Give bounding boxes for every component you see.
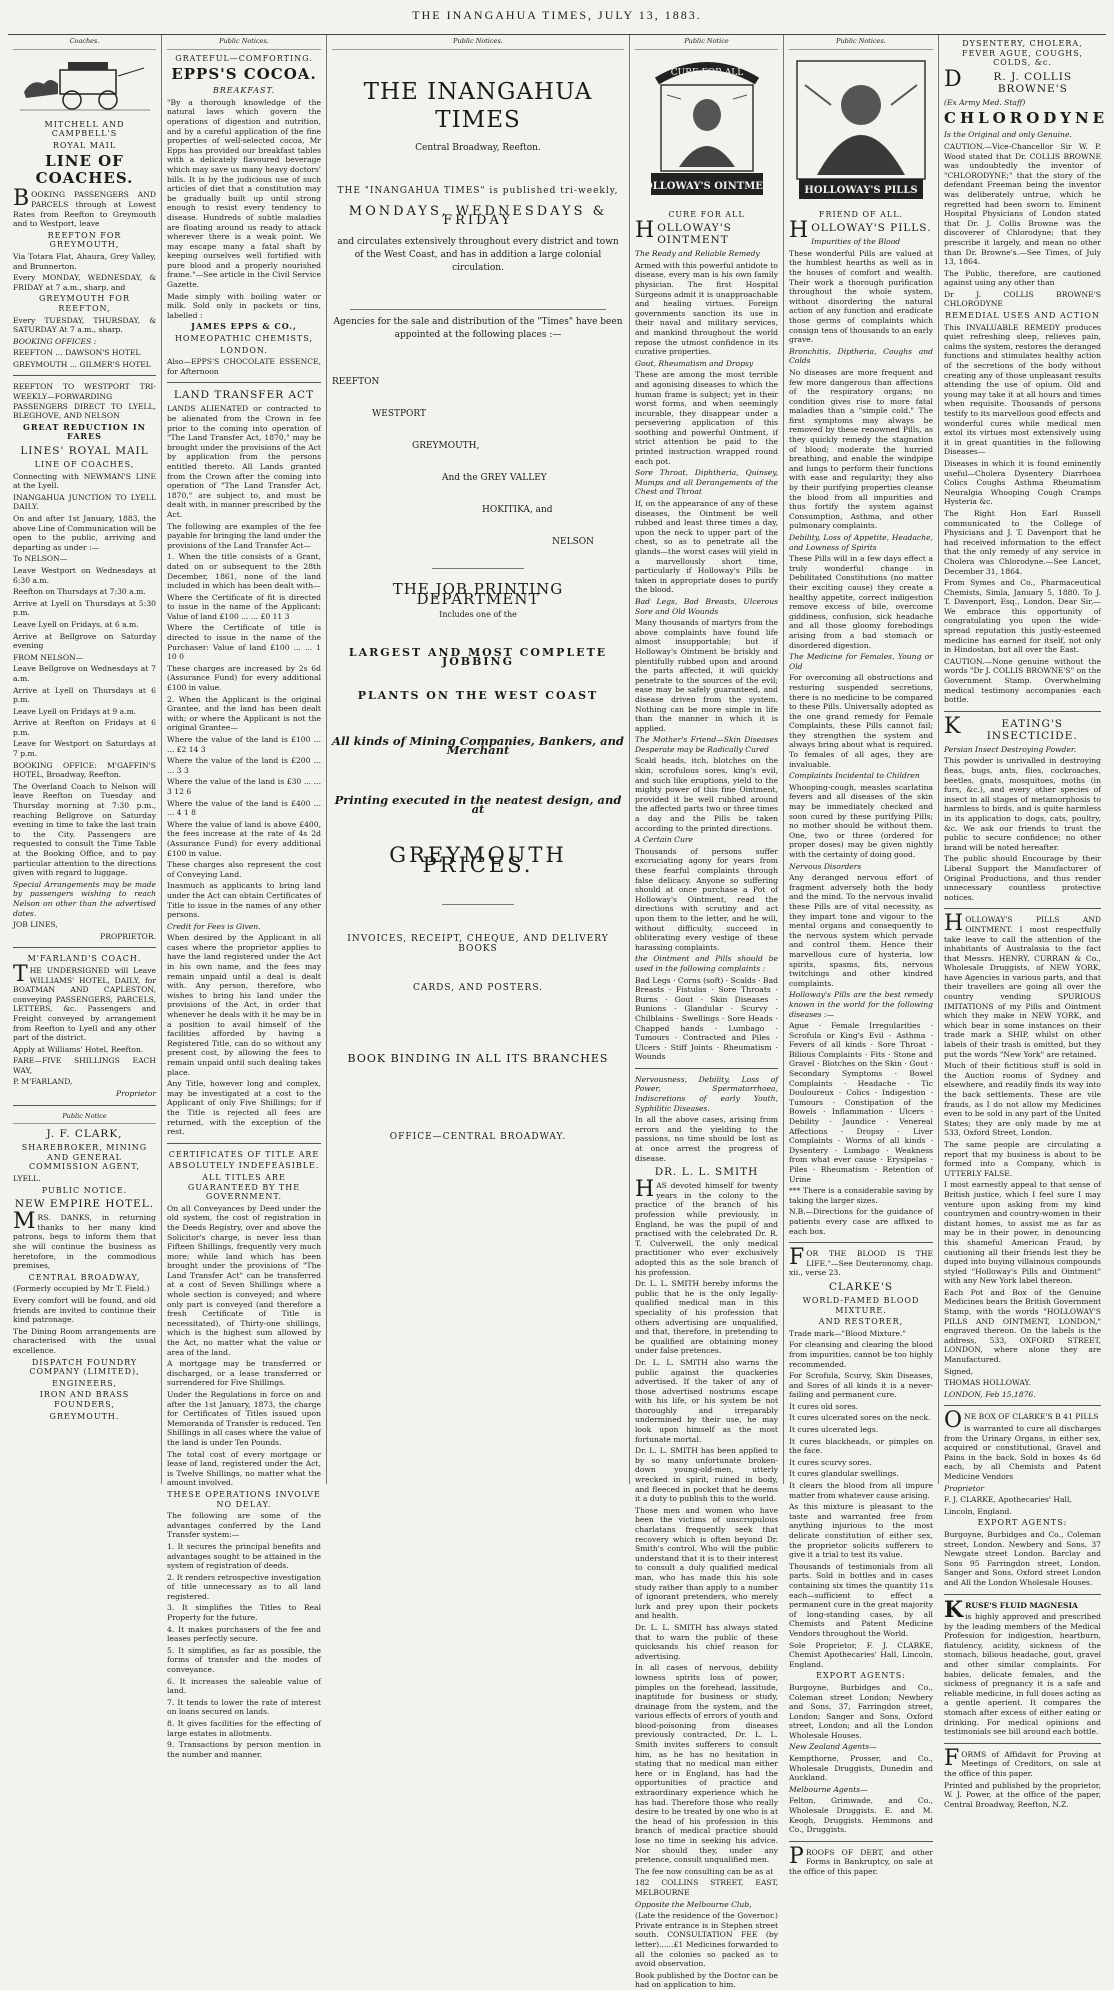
pills-title: HOLLOWAY'S PILLS.	[789, 218, 932, 244]
advantage-item: 8. It gives facilities for the effecting of large estates in allotments.	[167, 1719, 321, 1738]
lines-sub: LINE OF COACHES,	[34, 460, 135, 470]
ointment-title: HOLLOWAY'S OINTMENT	[635, 218, 732, 247]
line-of-coaches-heading: LINE OF COACHES.	[35, 152, 134, 188]
holloway-notice-5: Each Pot and Box of the Genuine Medicines bears the British Government Stamp, with the words "HOLLOWAY'S PILLS AND OINTMENT, LONDON," engraved thereon. On the labels is the address, 533, OXFORD STREET, LONDON, where alone they are Manufactured.	[944, 1287, 1101, 1365]
column-heading: Public Notice	[635, 37, 778, 50]
pm-name: P. M'FARLAND,	[13, 1077, 73, 1087]
mfarland-heading: M'FARLAND'S COACH.	[27, 954, 142, 964]
land-insurance: Inasmuch as applicants to bring land under the Act can obtain Certificates of Title to issue in the names of any other persons.	[167, 881, 321, 920]
advantages: The following are some of the advantages conferred by the Land Transfer system:—	[167, 1511, 321, 1540]
art-banner-text: CURE FOR ALL	[670, 67, 743, 78]
greymouth: GREYMOUTH.	[49, 1411, 120, 1421]
remedial-uses: REMEDIAL USES AND ACTION	[945, 311, 1100, 321]
paper-title: THE INANGAHUA TIMES	[363, 78, 593, 133]
use-heading: the Ointment and Pills should be used in the following complaints :	[635, 954, 778, 973]
no-delay: THESE OPERATIONS INVOLVE NO DELAY.	[167, 1489, 321, 1509]
bad-body: Many thousands of martyrs from the above complaints have found life almost insupportable; but if Holloway's Ointment be briskly and plentifully rubbed upon and around the parts affected, it will quickly penetrate to the sources of the evil; ease may be safely guaranteed, and disease driven from the system. Nothing can be more simple in life than the manner in which it is applied.	[635, 618, 778, 733]
ready-body: Armed with this powerful antidote to disease, every man is his own family physician. The first Hospital Surgeons admit it is unapproachable and healing virtues. Foreign governments sanction its use in their naval and military services, and mankind throughout the world repose the utmost confidence in its curative properties.	[635, 260, 778, 357]
cards-posters: CARDS, AND POSTERS.	[412, 983, 544, 994]
largest-jobbing: LARGEST AND MOST COMPLETE JOBBING	[348, 645, 608, 669]
coach-illustration	[13, 54, 156, 116]
timetable-row: Leave for Westport on Saturdays at 7 p.m.	[13, 739, 156, 759]
mother-body: Scald heads, itch, blotches on the skin, scrofulous sores, king's evil, and such like eruptions, yield to the mighty power of this fine Ointment, provided it be well rubbed around the affected parts two or three times a day and the Pills be taken according to the printed directions.	[635, 756, 778, 833]
epps-made: Made simply with boiling water or milk. Sold only in packets or tins, labelled :	[167, 291, 321, 320]
grateful: GRATEFUL—COMFORTING.	[175, 53, 313, 63]
booking-notice: BOOKING PASSENGERS AND PARCELS through at Lowest Rates from Reefton to Greymouth and to Westport, leave	[13, 186, 156, 229]
certain-body: Thousands of persons suffer excruciating agony for years from these fearful complaints through false delicacy. Anyone so suffering should at once purchase a Pot of Holloway's Ointment, read the directions with scrutiny and act upon them to the letter, and he will, without difficulty, succeed in obliterating every vestige of these harassing complaints.	[635, 846, 778, 952]
dr-paragraph: Those men and women who have been the victims of unscrupulous charlatans frequently seek that recovery which is often beyond Dr. Smith's control. Who will the public understand that it is to their interest to consult a duly qualified medical man, who has made this his sole study rather than apply to a number of ignorant pretenders, who merely lurk and prey upon their pockets and health.	[635, 1505, 778, 1621]
advantage-item: 6. It increases the saleable value of land.	[167, 1676, 321, 1696]
guaranteed: ALL TITLES ARE GUARANTEED BY THE GOVERNMENT.	[187, 1172, 301, 1202]
melb-agents: Melbourne Agents—	[789, 1784, 868, 1794]
scrofula: For Scrofula, Scurvy, Skin Diseases, and Sores of all kinds it is a never-failing and permanent cure.	[789, 1371, 933, 1400]
engineers: ENGINEERS,	[52, 1378, 117, 1388]
lines-connect: Connecting with NEWMAN'S LINE at the Lyell.	[13, 471, 156, 491]
forms: FORMS of Affidavit for Proving at Meetings of Creditors, on sale at the office of this paper.	[944, 1745, 1101, 1778]
royal-mail: ROYAL MAIL	[52, 140, 117, 150]
timetable-row: Arrive at Reefton on Fridays at 6 p.m.	[13, 718, 156, 737]
column-5	[784, 35, 939, 1876]
chemists-letter: From Symes and Co., Pharmaceutical Chemists, Simla, January 5, 1880. To J. T. Davenport, Esq., London. Dear Sir,—We embrace this opportunity of congratulating you upon the wide-spread reputation this justly-esteemed medicine has earned for itself, not only in Hindostan, but all over the East.	[944, 578, 1101, 655]
dining: The Dining Room arrangements are characterised with the usual excellence.	[13, 1326, 156, 1355]
mining-companies: All kinds of Mining Companies, Bankers, and Merchant	[332, 733, 624, 758]
special-notice: Special Arrangements may be made by passengers wishing to reach Nelson on other than the advertised dates.	[13, 879, 156, 918]
impurities-body: These wonderful Pills are valued at the humblest hearths as well as in the houses of comfort and wealth. Their work a thorough purification throughout the whole system, without disordering the natural action of any function and eradicate those germs of complaints which consign tens of thousands to an early grave.	[789, 248, 933, 345]
land-example: Where the value of the land is £30 ... ... 3 12 6	[167, 777, 321, 796]
nb: N.B.—Directions for the guidance of patients every case are affixed to each box.	[789, 1207, 933, 1236]
greymouth-prices: GREYMOUTH PRICES.	[389, 842, 567, 877]
public-notice: PUBLIC NOTICE.	[41, 1185, 128, 1195]
holloway-date: LONDON, Feb 15,1876.	[944, 1389, 1036, 1399]
lyell: LYELL.	[13, 1174, 41, 1184]
regulations: Under the Regulations in force on and after the 1st January, 1873, the charge for Certificates of Titles issued upon Memoranda of Transfer is reduced. Ten Shillings in all cases where the value of the land is under Ten Pounds.	[167, 1390, 321, 1447]
nervous-heading: Nervous Disorders	[789, 861, 862, 871]
nz-agents: New Zealand Agents—	[789, 1742, 877, 1752]
place-reefton: REEFTON	[332, 376, 380, 387]
invoices: INVOICES, RECEIPT, CHEQUE, AND DELIVERY BOOKS	[347, 934, 609, 954]
column-heading: Public Notices.	[332, 37, 624, 50]
cure-item: It cures glandular swellings.	[789, 1469, 899, 1479]
sole-proprietor: Sole Proprietor, F. J. CLARKE, Chemist Apothecaries' Hall, Lincoln, England.	[789, 1640, 933, 1669]
holloway-notice-3: The same people are circulating a report that my business is about to be formed into a Company, which is UTTERLY FALSE.	[944, 1139, 1101, 1178]
disease-list: Ague · Female Irregularities · Scrofula or King's Evil · Asthma · Fevers of all kinds · Sore Throat · Bilious Complaints · Fits · Stone and Gravel · Blotches on the Skin · Gout · Secondary Symptoms · Bowel Complaints · Headache · Tic Douloureux · Colics · Indigestion · Tumours · Constipation of the Bowels · Inflammation · Ulcers · Debility · Jaundice · Venereal Affections · Dropsy · Liver Complaints · Worms of all kinds · Dysentery · Lumbago · Weakness from what ever cause · Erysipelas · Piles · Rheumatism · Retention of Urine	[789, 1021, 933, 1184]
booking-offices-label: BOOKING OFFICES :	[13, 336, 97, 346]
occupied: (Formerly occupied by Mr T. Field.)	[13, 1284, 150, 1294]
cure-item: It cures old sores.	[789, 1401, 859, 1411]
credit-heading: Credit for Fees is Given.	[167, 921, 261, 931]
column-3	[327, 35, 630, 1484]
land-example: 2. When the Applicant is the original Grantee, and the land has been dealt with; or where the Applicant is not the original Grantee—	[167, 694, 321, 733]
place-greymouth: GREYMOUTH,	[412, 440, 480, 451]
restorer: AND RESTORER,	[818, 1317, 904, 1327]
agents-body: Burgoyne, Burbidges and Co., Coleman street, London. Newbery and Sons, 37 Newgate street London. Barclay and Sons 95 Farringdon street, London. Sanger and Sons, Oxford street London and All the London Wholesale Houses.	[944, 1529, 1101, 1587]
advantage-item: 4. It makes purchasers of the fee and leases perfectly secure.	[167, 1624, 321, 1644]
one-box: ONE BOX OF CLARKE'S B 41 PILLS	[944, 1408, 1099, 1434]
land-example: Where the value of the land is £200 ... ... 3 3	[167, 756, 321, 775]
land-following: The following are examples of the fee payable for bringing the land under the provisions of the Land Transfer Act—	[167, 521, 321, 550]
homeopathic: HOMEOPATHIC CHEMISTS,	[174, 334, 314, 344]
gout-body: These are among the most terrible and agonising diseases to which the human frame is subject; yet in their worst forms, and when seemingly incurable, they disappear under a persevering application of this soothing and powerful Ointment, if strict attention be paid to the printed instruction wrapped round each pot.	[635, 370, 778, 466]
dr-smith: DR. L. L. SMITH	[654, 1166, 759, 1179]
sharebroker: SHAREBROKER, MINING AND GENERAL COMMISSION AGENT,	[21, 1143, 148, 1172]
agency-places	[332, 376, 624, 548]
timetable-row: Leave Westport on Wednesdays at 6:30 a.m.	[13, 565, 156, 585]
ready-heading: The Ready and Reliable Remedy	[635, 249, 760, 259]
dr-paragraph: Dr. L. L. SMITH has always stated that to warn the public of these quicksands his chief reason for advertising.	[635, 1622, 778, 1661]
fare-notice: FARE—FIVE SHILLINGS EACH WAY,	[13, 1056, 156, 1075]
thomas-holloway: THOMAS HOLLOWAY.	[944, 1378, 1031, 1388]
timetable-row: Leave Lyell on Fridays at 9 a.m.	[13, 706, 137, 716]
coach-company: MITCHELL AND CAMPBELL'S	[44, 119, 125, 139]
booking-office-2: GREYMOUTH ... GILMER'S HOTEL	[13, 359, 151, 369]
dispatch-foundry: DISPATCH FOUNDRY COMPANY (LIMITED),	[29, 1357, 140, 1377]
column-heading: Coaches.	[13, 37, 156, 50]
published-line: THE "INANGAHUA TIMES" is published tri-weekly,	[337, 186, 619, 197]
children-body: Whooping-cough, measles scarlatina fevers and all diseases of the skin may be immediately checked and soon cured by these purifying Pills; no mother should be without them. One, two or three (ordered for proper doses) may be given nightly with the certainty of doing good.	[789, 782, 933, 859]
blood-life: FOR THE BLOOD IS THE LIFE."—See Deuteronomy, chap. xii., verse 23.	[789, 1245, 933, 1278]
printed-by: Printed and published by the proprietor, W. J. Power, at the office of the paper, Central Broadway, Reefton, N.Z.	[944, 1780, 1101, 1809]
epps-cocoa: EPPS'S COCOA.	[171, 65, 317, 84]
publication-days: MONDAYS, WEDNESDAYS & FRIDAY	[348, 203, 608, 229]
holloway-notice-4: I most earnestly appeal to that sense of British justice, which I feel sure I may venture upon asking from my kind countrymen and country-women in their distant homes, to assist me as far as may be in their power, in denouncing this shameful American Fraud, by cautioning all their friends lest they be duped into buying villainous compounds styled "Holloway's Pills and Ointment" with any New York label thereon.	[944, 1180, 1101, 1286]
advantage-item: 1. It secures the principal benefits and advantages sought to be attained in the system of registration of deeds.	[167, 1541, 321, 1571]
encourage: The public should Encourage by their Liberal Support the Manufacturer of Original Productions, and thus render unnecessary countless protective notices.	[944, 854, 1101, 902]
export-agents: EXPORT AGENTS:	[816, 1671, 906, 1681]
timetable-row: Leave Lyell on Fridays, at 6 a.m.	[13, 619, 139, 629]
sore-body: If, on the appearance of any of these diseases, the Ointment be well rubbed and least three times a day, upon the neck to upper part of the chest, so as to penetrate all the glands—the worst cases will yield in a marvellously short time, particularly if Holloway's Pills be taken in appropriate doses to purify the blood.	[635, 499, 778, 595]
dr-paragraph: Dr. L. L. SMITH hereby informs the public that he is the only legally-qualified medical man in this speciality of his profession that others advertising are unqualified, and that, therefore, in pretending to be qualified are obtaining money under false pretences.	[635, 1279, 778, 1356]
earl-russell: The Right Hon Earl Russell communicated to the College of Physicians and J. T. Davenport that he had received information to the effect that the only remedy of any service in Cholera was Chlorodyne.—See Lancet, December 31, 1864.	[944, 508, 1101, 576]
junction: INANGAHUA JUNCTION TO LYELL DAILY.	[13, 492, 156, 512]
column-2	[162, 35, 327, 1759]
dr-opposite: Opposite the Melbourne Club,	[635, 1899, 752, 1909]
jf-clark: J. F. CLARK,	[46, 1128, 123, 1141]
export-body: Burgoyne, Burbidges and Co., Coleman street London; Newbery and Sons, 37, Farringdon street, London; Sanger and Sons, Oxford street, London; and all the London Wholesale Houses.	[789, 1682, 933, 1740]
job-lines: JOB LINES,	[13, 920, 58, 930]
children-heading: Complaints Incidental to Children	[789, 771, 920, 781]
complaint-list: Bad Legs · Corns (soft) · Scalds · Bad Breasts · Fistulas · Sore Throats · Burns · Gout · Skin Diseases · Bunions · Glandular · Scurvy · Chilblains · Swellings · Sore Heads · Chapped hands · Lumbago · Tumours · Contracted and Piles · Ulcers · Stiff Joints · Rheumatism · Wounds	[635, 975, 779, 1062]
cure-item: It cures blackheads, or pimples on the face.	[789, 1436, 933, 1456]
central-broadway: CENTRAL BROADWAY,	[28, 1272, 141, 1282]
undersigned-notice: THE UNDERSIGNED will Leave WILLIAMS' HOTEL, DAILY, for BOATMAN AND CAPLESTON, conveying PASSENGERS, PARCELS, LETTERS, &c. Passengers and Freight conveyed by arrangement from Reefton to Lyell and any other part of the district.	[13, 961, 156, 1043]
indefeasible: ABSOLUTELY INDEFEASIBLE.	[168, 1161, 320, 1171]
nz-body: Kempthorne, Prosser, and Co., Wholesale Druggists, Dunedin and Auckland.	[789, 1754, 933, 1783]
advantage-item: 7. It tends to lower the rate of interest on loans secured on lands.	[167, 1697, 321, 1717]
advantage-item: 2. It renders retrospective investigation of title unnecessary as to all land registered.	[167, 1572, 321, 1601]
public-notice-heading: Public Notice	[13, 1112, 156, 1125]
land-example: These charges are increased by 2s 6d (Assurance Fund) for every additional £100 in value.	[167, 663, 321, 693]
job-printing: THE JOB PRINTING DEPARTMENT	[392, 579, 564, 608]
credit-body: When desired by the Applicant in all cases where the proprietor applies to have the land registered under the Act in his own name, and the fees may remain unpaid until a deal is dealt with. Any person, therefore, who wishes to bring his land under the provisions of the Act, in order that whenever he deals with it he may be in a position to avail himself of the facilities afforded by having a Registered Title, can do so without any present cost, by allowing the fees to remain unpaid until such dealing takes place.	[167, 933, 321, 1077]
westport-notice: REEFTON TO WESTPORT TRI-WEEKLY—FORWARDING PASSENGERS DIRECT TO LYELL, BLEGHOVE, AND NELSON	[13, 382, 156, 421]
includes: Includes one of the	[439, 610, 517, 620]
any-title: Any Title, however long and complex, may be investigated at a cost to the Applicant of only Five Shillings; for if the Title is rejected all fees are returned, with the exception of the rest.	[167, 1079, 321, 1137]
pills-illustration	[789, 54, 933, 204]
caution2: CAUTION.—None genuine without the words "Dr J. COLLIS BROWNE'S" on the Government Stamp. Overwhelming medical testimony accompanies each bottle.	[944, 656, 1101, 705]
agencies: Agencies for the sale and distribution of the "Times" have been appointed at the following places :—	[333, 316, 623, 340]
masthead: THE INANGAHUA TIMES, JULY 13, 1883.	[412, 8, 702, 22]
lines-heading: LINES' ROYAL MAIL	[20, 445, 149, 458]
london: LONDON.	[220, 345, 268, 355]
column-1	[8, 35, 162, 1484]
bad-heading: Bad Legs, Bad Breasts, Ulcerous Sore and Old Wounds	[635, 596, 778, 616]
column-6	[939, 35, 1109, 1809]
art-brand-text: HOLLOWAY'S OINTMENT	[634, 180, 779, 192]
bronchitis-body: No diseases are more frequent and few more dangerous than affections of the respiratory organs; no condition gives rise to more fatal maladies than a "simple cold." The first symptoms may always be removed by these renowned Pills, as they quickly remedy the stagnation of blood; moderate the hurried breathing, and enable the windpipe and lungs to perform their functions with ease and regularity; they also by their purifying properties cleanse the blood from all impurities and thus fortify the system against Consumption, Asthma, and other pulmonary complaints.	[789, 367, 933, 531]
land-body: LANDS ALIENATED or contracted to be alienated from the Crown in fee prior to the coming into operation of "The Land Transfer Act, 1870," may be brought under the provisions of the Act by application from the persons entitled thereto. All Lands granted from the Crown after the coming into operation of "The Land Transfer Act, 1870," are subject to, and must be dealt with, in manner prescribed by the Act.	[167, 404, 321, 519]
lincoln: Lincoln, England.	[944, 1506, 1012, 1516]
persian-body: This powder is unrivalled in destroying fleas, bugs, ants, flies, cockroaches, beetles, gnats, mosquitoes, moths (in furs, &c.), and every other species of insect in all stages of metamorphosis to harmless to birds, and is quite harmless in its application to dogs, cats, poultry, &c. We ask our friends to trust the public to secure confidence; no other brand will be noted hereafter.	[944, 756, 1101, 852]
females-heading: The Medicine for Females, Young or Old	[789, 652, 933, 671]
dr-book: Book published by the Doctor can be had on application to him.	[635, 1970, 778, 1990]
proofs-of-debt: PROOFS OF DEBT, and other Forms in Bankruptcy, on sale at the office of this paper.	[789, 1843, 933, 1876]
cleansing: For cleansing and clearing the blood from impurities, cannot be too highly recommended.	[789, 1340, 933, 1369]
melb-body: Felton, Grimwade, and Co., Wholesale Druggists. E. and M. Keogh, Druggists. Hemmons and Co., Druggists.	[789, 1796, 933, 1835]
james-epps: JAMES EPPS & CO.,	[191, 321, 297, 332]
cure-item: It cures ulcerated sores on the neck.	[789, 1413, 931, 1423]
nervous-body: Any deranged nervous effort of fragment adversely both the body and the mind. To the nervous invalid these Pills are of vital necessity, as they impart tone and vigour to the mental organs and consequently to the nervous system which pervade and control them. Hence their marvellous cure of hysteria, low spirits, spasms, fits, nervous twitchings and other kindred complaints.	[789, 873, 933, 988]
reefton-greymouth: REEFTON FOR GREYMOUTH,	[47, 230, 122, 250]
drj: Dr J. COLLIS BROWNE'S CHLORODYNE	[944, 289, 1101, 309]
females-body: For overcoming all obstructions and restoring suspended secretions, there is no medicine to be compared to these Pills. Universally adopted as the one grand remedy for Female Complaints, these Pills cannot fail; they strengthen the system and always bring about what is required. To females of all ages, they are invaluable.	[789, 673, 933, 769]
dr-address: 182 COLLINS STREET, EAST, MELBOURNE	[635, 1878, 778, 1897]
land-example: Where the Certificate of title is directed to issue in the name of the Purchaser: Value of land £100 ... ... 1 10 0	[167, 623, 321, 662]
all-above: In all the above cases, arising from errors and the yielding to the passions, no time should be lost as at once arrest the progress of disease.	[635, 1115, 778, 1163]
circulation: and circulates extensively throughout every district and town of the West Coast, and has in addition a large colonial circulation.	[337, 236, 619, 273]
empire-hotel: NEW EMPIRE HOTEL.	[14, 1198, 155, 1211]
dr-paragraph: The fee now consulting can be as at	[635, 1866, 774, 1876]
book-binding: BOOK BINDING IN ALL ITS BRANCHES	[347, 1051, 609, 1065]
agents: EXPORT AGENTS:	[977, 1518, 1068, 1528]
one-box-body: is warranted to cure all discharges from the Urinary Organs, in either sex, acquired or constitutional, Gravel and Pains in the back. Sold in boxes 4s 6d each, by all Chemists and Patent Medicine Vendors	[944, 1424, 1101, 1481]
bronchitis-heading: Bronchitis, Diptheria, Coughs and Colds	[789, 346, 933, 366]
holloway-notice-2: Much of their fictitious stuff is sold in the Auction rooms of Sydney and elsewhere, and readily finds its way into the back settlements. These are vile frauds, as I do not allow my Medicines even to be sold in any part of the United States; they are only made by me at 533, Oxford Street, London.	[944, 1061, 1101, 1138]
place-hokitika: HOKITIKA, and	[482, 504, 553, 515]
timetable-row: Arrive at Lyell on Thursdays at 6 p.m.	[13, 685, 156, 705]
route-via: Via Totara Flat, Ahaura, Grey Valley, and Brunnerton.	[13, 251, 156, 271]
best-remedy: Holloway's Pills are the best remedy known in the world for the following diseases :—	[789, 990, 933, 1019]
timetable-notice: On and after 1st January, 1883, the above Line of Communication will be open to the public, arriving and departing as under :—	[13, 514, 156, 552]
plants-west-coast: PLANTS ON THE WEST COAST	[357, 688, 599, 702]
dr-paragraph: Dr. L. L. SMITH also warns the public against the quackeries advertised. If the taker of any of those advertised nostrums escape with his life, or his system be not thoroughly and irreparably undermined by their use, he may look upon himself as the most fortunate mortal.	[635, 1357, 778, 1444]
gout-heading: Gout, Rheumatism and Dropsy	[635, 358, 754, 368]
signed: Signed,	[944, 1366, 974, 1376]
total-cost: The total cost of every mortgage or lease of land, registered under the Act, is Twelve Shillings, no matter what the amount involved.	[167, 1449, 321, 1488]
land-example: Where the value of the land is £100 ... ... £2 14 3	[167, 735, 321, 754]
proprietor: PROPRIETOR.	[100, 931, 156, 941]
blood-mixture: WORLD-FAMED BLOOD MIXTURE.	[802, 1295, 920, 1315]
fj-clarke: F. J. CLARKE, Apothecaries' Hall,	[944, 1495, 1072, 1505]
comfort: Every comfort will be found, and old friends are invited to continue their kind patronage.	[13, 1295, 156, 1325]
reduction-heading: GREAT REDUCTION IN FARES	[23, 421, 146, 442]
cure-item: It cures ulcerated legs.	[789, 1425, 879, 1435]
dr-paragraph: Dr. L. L. SMITH has been applied to by so many unfortunate broken-down young-old-men, utterly wrecked in spirit, ruined in body, and fleeced in pocket that he deems it a duty to publish this to the world.	[635, 1446, 778, 1504]
iron-founders: IRON AND BRASS FOUNDERS,	[39, 1390, 130, 1409]
nervousness: Nervousness, Debility, Loss of Power, Spermatorrhoea, Indiscretions of early Youth, Syphilitic Diseases.	[635, 1074, 778, 1113]
booking-office-1: REEFTON ... DAWSON'S HOTEL	[13, 348, 141, 358]
timetable-row: Arrive at Lyell on Thursdays at 5:30 p.m.	[13, 598, 156, 618]
collis-browne: DR. J. COLLIS BROWNE'S	[944, 66, 1073, 95]
box-proprietor: Proprietor	[944, 1483, 984, 1493]
cure-for-all: CURE FOR ALL	[668, 209, 745, 219]
fluid-magnesia: KRUSE'S FLUID MAGNESIA	[944, 1596, 1078, 1623]
return-days: Every TUESDAY, THURSDAY, & SATURDAY At 7 a.m., sharp.	[13, 315, 156, 335]
pm-proprietor: Proprietor	[116, 1089, 156, 1099]
ex-army: (Ex Army Med. Staff)	[944, 97, 1026, 107]
greymouth-reefton: GREYMOUTH FOR REEFTON,	[38, 294, 130, 313]
keatings: KEATING'S INSECTICIDE.	[944, 713, 1078, 742]
art-brand-text: HOLLOWAY'S PILLS	[804, 184, 918, 196]
saving: *** There is a considerable saving by taking the larger sizes.	[789, 1186, 933, 1205]
office: OFFICE—CENTRAL BROADWAY.	[389, 1132, 567, 1143]
cure-item: It cures scurvy sores.	[789, 1457, 872, 1467]
sore-heading: Sore Throat, Diphtheria, Quinsey, Mumps and all Derangements of the Chest and Throat	[635, 468, 778, 497]
mother-heading: The Mother's Friend—Skin Diseases Desperate may be Radically Cured	[635, 735, 778, 754]
place-westport: WESTPORT	[372, 408, 427, 419]
advantage-item: 5. It simplifies, as far as possible, the forms of transfer and the modes of conveyance.	[167, 1645, 321, 1675]
certain-heading: A Certain Cure	[635, 835, 693, 845]
booking-office: BOOKING OFFICE: M'GAFFIN'S HOTEL, Broadway, Reefton.	[13, 760, 156, 780]
ointment-illustration	[635, 54, 778, 204]
paper-address: Central Broadway, Reefton.	[415, 142, 541, 153]
from-nelson-label: FROM NELSON—	[13, 652, 84, 662]
cure-item: It clears the blood from all impure matter from whatever cause arising.	[789, 1481, 933, 1500]
newspaper-page	[8, 34, 1109, 1990]
column-heading: Public Notices.	[789, 37, 933, 50]
land-example: These charges also represent the cost of Conveying Land.	[167, 860, 321, 879]
timetable-row: Reefton on Thursdays at 7:30 a.m.	[13, 587, 146, 597]
dr-paragraph: In all cases of nervous, debility lowness spirits loss of power, pimples on the forehead, lassitude, inaptitude for business or study, drainage from the system, and the various effects of errors of youth and blood-poisoning from diseases previously contracted, Dr. L. L. Smith invites sufferers to consult him, as he has no hesitation in stating that no medical man either here or in England, has had the opportunities of practice and extraordinary experience which he has had. Therefore those who really desire to be treated by one who is at the head of his profession in this branch of medical practice should lose no time in seeking his advice. Nor should they, under any pretence, consult unqualified men.	[635, 1663, 778, 1865]
impurities-heading: Impurities of the Blood	[811, 237, 901, 247]
diseases: Diseases in which it is found eminently useful—Cholera Dysentery Diarrhoea Colics Coughs Asthma Rheumatism Neuralgia Whooping Cough Cramps Hysteria &c.	[944, 458, 1101, 507]
debility-body: These Pills will in a few days effect a truly wonderful change in Debilitated Constitutions (no matter their exciting cause) they create a healthy appetite, correct indigestion remove excess of bile, overcome giddiness, confusion, sick headache and all those gloomy forebodings arising from a bad stomach or disordered digestion.	[789, 554, 933, 650]
dr-late: (Late the residence of the Governor.) Private entrance is in Stephen street south. CONSULTATION FEE (by letter)......£1 Medicines forwarded to all the colonies so packed as to avoid observation.	[635, 1911, 778, 1969]
remedial-body: This INVALUABLE REMEDY produces quiet refreshing sleep, relieves pain, calms the system, restores the deranged functions and stimulates healthy action of the secretions of the body without creating any of those unpleasant results attending the use of opium. Old and young may take it at all hours and times when requisite. Thousands of persons testify to its marvellous good effects and wonderful cures while medical men extol its virtues most extensively using it in great quantities in the following Diseases—	[944, 322, 1101, 457]
cure-item: As this mixture is pleasant to the taste and warranted free from anything injurious to the most delicate constitution of either sex, the proprietor solicits sufferers to give it a trial to test its value.	[789, 1502, 933, 1560]
friend-of-all: FRIEND OF ALL.	[818, 209, 904, 219]
dysentery: DYSENTERY, CHOLERA, FEVER AGUE, COUGHS, COLDS, &c.	[962, 39, 1083, 68]
dr-body: HAS devoted himself for twenty years in the colony to the practice of the branch of his profession while previously, in England, he was the pupil of and practised with the celebrated Dr. R. T. Culverwell, the only medical practitioner who ever exclusively adopted this as the sole branch of his profession.	[635, 1177, 778, 1277]
column-4	[630, 35, 784, 1990]
timetable-row: Arrive at Bellgrove on Saturday evening	[13, 631, 156, 651]
debility-heading: Debility, Loss of Appetite, Headache, and Lowness of Spirits	[789, 533, 933, 552]
clarkes: CLARKE'S	[828, 1280, 894, 1293]
place-nelson: NELSON	[552, 536, 594, 547]
place-grey-valley: And the GREY VALLEY	[442, 472, 547, 483]
land-example: Where the value of land is above £400, the fees increase at the rate of 4s 2d (Assurance Fund) for every additional £100 in value.	[167, 819, 321, 858]
danks-notice: MRS. DANKS, in returning thanks to her many kind patrons, begs to inform them that she will continue the business as heretofore, in the commodious premises,	[13, 1209, 156, 1271]
breakfast: BREAKFAST.	[212, 86, 276, 96]
column-heading: Public Notices.	[167, 37, 321, 50]
caution: CAUTION.—Vice-Chancellor Sir W. P. Wood stated that Dr. COLLIS BROWNE was undoubtedly the inventor of "CHLORODYNE;" that the story of the defendant Freeman being the inventor was deliberately untrue, which he regretted had been sworn to. Eminent Hospital Physicians of London stated that Dr. J. Collis Browne was the discoverer of Chlorodyne; that they prescribe it largely, and mean no other than Dr. Browne's.—See Times, of July 13, 1864.	[944, 141, 1101, 267]
advantage-item: 3. It simplifies the Titles to Real Property for the future.	[167, 1603, 321, 1623]
public-caution: The Public, therefore, are cautioned against using any other than	[944, 268, 1101, 288]
certificates: CERTIFICATES OF TITLE ARE	[168, 1149, 320, 1159]
land-example: 1. When the title consists of a Grant, dated on or subsequent to the 28th December, 1861, none of the land included in which has been dealt with—	[167, 552, 321, 591]
epps-body: "By a thorough knowledge of the natural laws which govern the operations of digestion and nutrition, and by a careful application of the fine properties of well-selected cocoa, Mr Epps has provided our breakfast tables with a delicately flavoured beverage which may save us many heavy doctors' bills. It is by the judicious use of such articles of diet that a constitution may be gradually built up until strong enough to resist every tendency to disease. Hundreds of subtle maladies are floating around us ready to attack wherever there is a weak point. We may escape many a fatal shaft by keeping ourselves well fortified with pure blood and a properly nourished frame."—See article in the Civil Service Gazette.	[167, 97, 321, 290]
persian: Persian Insect Destroying Powder.	[944, 744, 1077, 754]
trade-mark: Trade mark—"Blood Mixture."	[789, 1328, 906, 1338]
printing-executed: Printing executed in the neatest design, and at	[334, 792, 622, 817]
testimonials: Thousands of testimonials from all parts. Sold in bottles and in cases containing six times the quantity 11s each—sufficient to effect a permanent cure in the great majority of long-standing cases, by all Chemists and Patent Medicine Vendors throughout the World.	[789, 1561, 933, 1638]
land-example: Where the Certificate of fit is directed to issue in the name of the Applicant: Value of land £100 ... ... £0 11 3	[167, 592, 321, 621]
land-example: Where the value of the land is £400 ... ... 4 1 8	[167, 798, 321, 818]
land-transfer-heading: LAND TRANSFER ACT	[173, 389, 315, 402]
advantage-item: 9. Transactions by person mention in the number and manner.	[167, 1740, 321, 1759]
holloway-notice: HOLLOWAY'S PILLS AND OINTMENT. I most respectfully take leave to call the attention of the inhabitants of Australasia to the fact that Messrs. HENRY, CURRAN & Co., Wholesale Druggists, of NEW YORK, have Agencies in various parts, and that their travellers are going all over the country vending SPURIOUS IMITATIONS of my Pills and Ointment which they make in NEW YORK, and which bear in some instances on their trade mark a SHIP, whilst on other labels of their trash is omitted, but they put the words "New York" are retained.	[944, 911, 1101, 1059]
original: Is the Original and only Genuine.	[944, 130, 1072, 140]
conveyances: On all Conveyances by Deed under the old system, the cost of registration in the Deeds Registry, over and above the Solicitor's charge, is never less than Fifteen Shillings, frequently very much more; while land which has been brought under the provisions of "The Land Transfer Act" can be transferred at a cost of Seven Shillings where a whole section is conveyed; and where only part is conveyed (and therefore a fresh Certificate of Title is necessitated), of Thirty-one shillings, which is the highest sum allowed by the Act, no matter what the value or area of the land.	[167, 1203, 321, 1357]
overland-notice: The Overland Coach to Nelson will leave Reefton on Tuesday and Thursday morning at 7:30 p.m., reaching Bellgrove on Saturday evening in time to take the last train to the City. Passengers are requested to consult the Time Table at the Booking Office, and to pay particular attention to the directions given with regard to luggage.	[13, 781, 156, 878]
chlorodyne: CHLORODYNE	[944, 109, 1109, 128]
fluid-body: is highly approved and prescribed by the leading members of the Medical Profession for indigestion, heartburn, flatulency, acidity, sickness of the stomach, bilious headache, gout, gravel and other similar complaints. For babies, delicate females, and the sickness of pregnancy it is a safe and reliable medicine, in full doses acting as a gentle aperient. It compares the stomach after excess of either eating or drinking. For medical opinions and testimonials see bill around each bottle.	[944, 1612, 1101, 1737]
route-days: Every MONDAY, WEDNESDAY, & FRIDAY at 7 a.m., sharp, and	[13, 273, 156, 292]
epps-also: Also—EPPS'S CHOCOLATE ESSENCE, for Afternoon	[167, 357, 321, 376]
to-nelson-label: To NELSON—	[13, 554, 68, 564]
mortgage: A mortgage may be transferred or discharged, or a lease transferred or surrendered for Five Shillings.	[167, 1359, 321, 1388]
apply-notice: Apply at Williams' Hotel, Reefton.	[13, 1044, 144, 1054]
timetable-row: Leave Bellgrove on Wednesdays at 7 a.m.	[13, 664, 156, 683]
